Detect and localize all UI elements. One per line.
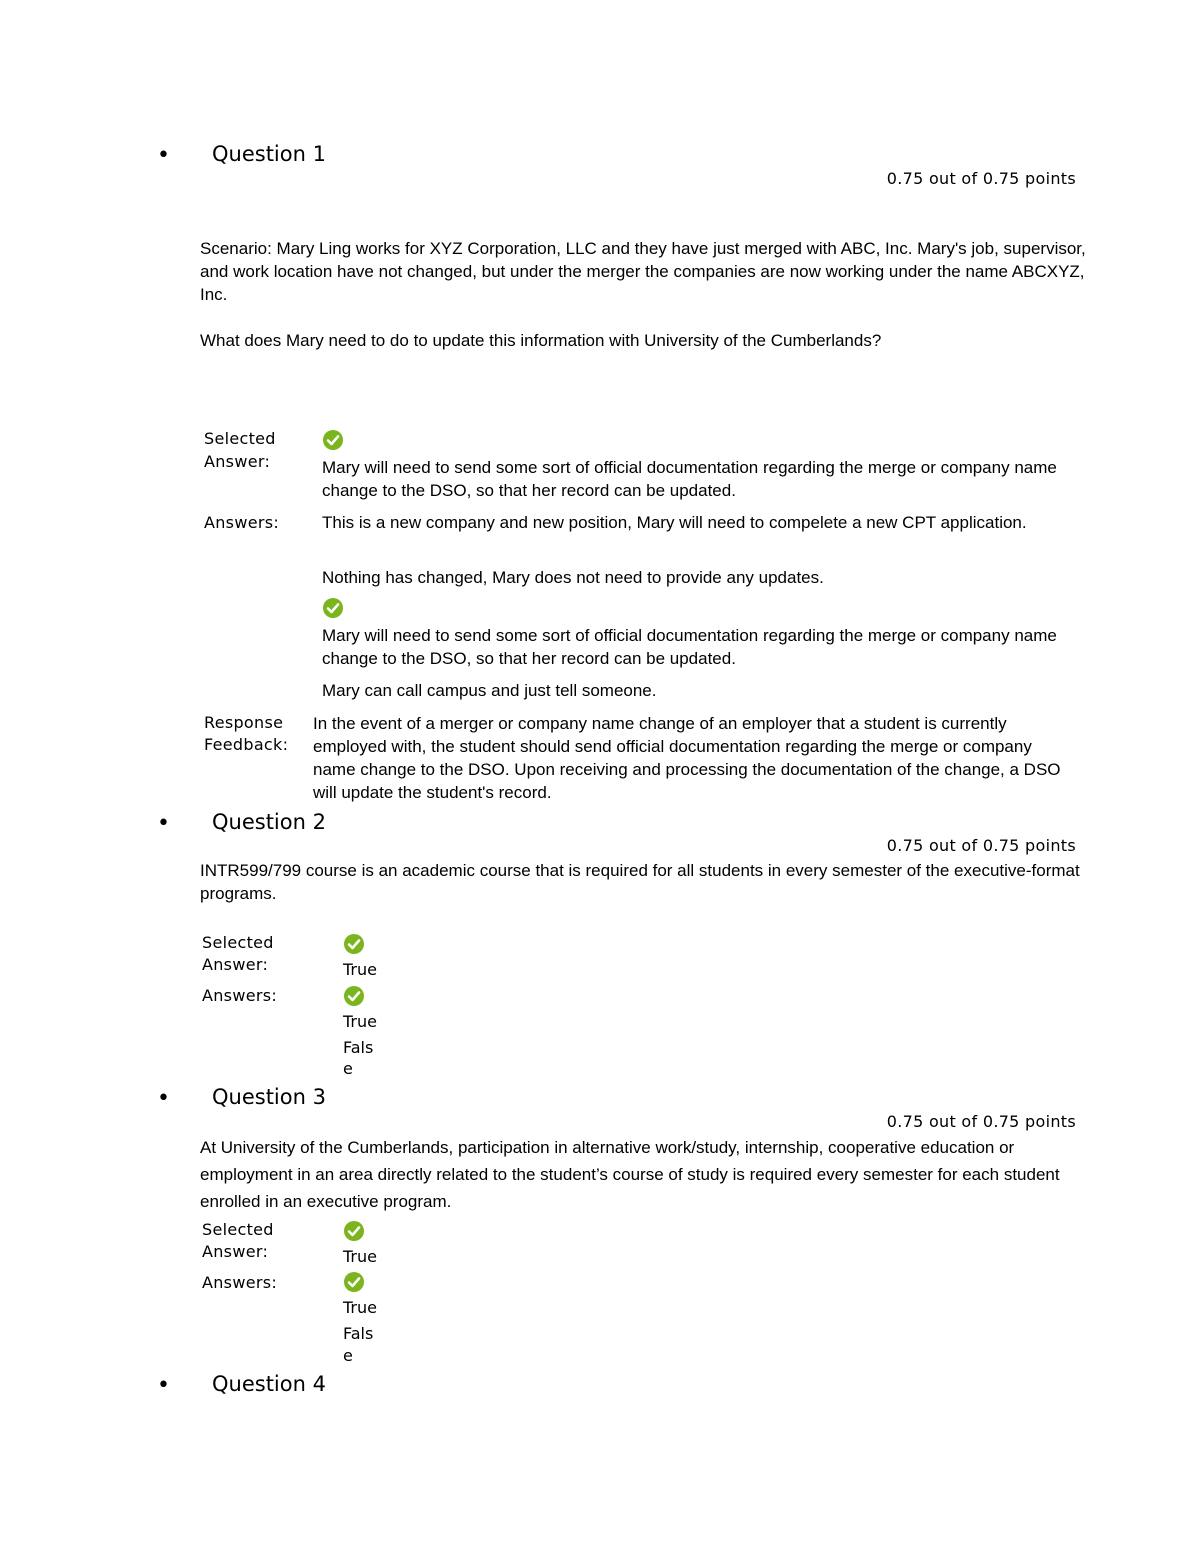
question-2-selected-answer: True — [343, 960, 377, 979]
answer-label: Answer: — [202, 955, 269, 974]
selected-label: Selected — [204, 429, 276, 448]
check-circle-icon — [344, 1272, 364, 1292]
answer-option-correct: Mary will need to send some sort of official documentation regarding the merge or company name change to the DSO, so that her record can be updated. — [322, 626, 1057, 668]
question-2-text: INTR599/799 course is an academic course that is required for all students in every semester of the executive-format programs. — [200, 861, 1080, 903]
answer-option-wrap: e — [343, 1059, 353, 1078]
question-1-scenario: Scenario: Mary Ling works for XYZ Corporation, LLC and they have just merged with ABC, Inc. Mary's job, supervisor, and work location have not changed, but under the merger the companies are now working under the name ABCXYZ, Inc. — [200, 239, 1086, 304]
question-1-prompt: What does Mary need to do to update this information with University of the Cumberlands? — [200, 331, 882, 350]
answer-option: Fals — [343, 1038, 374, 1057]
question-1-points: 0.75 out of 0.75 points — [886, 169, 1076, 188]
answer-option: This is a new company and new position, Mary will need to compelete a new CPT application. — [322, 513, 1027, 532]
answers-label: Answers: — [202, 1273, 278, 1292]
answer-option-correct: True — [343, 1298, 377, 1317]
check-circle-icon — [344, 986, 364, 1006]
selected-label: Selected — [202, 1220, 274, 1239]
bullet: • — [157, 1086, 170, 1111]
bullet: • — [157, 811, 170, 836]
response-label: Response — [204, 713, 284, 732]
check-circle-icon — [344, 934, 364, 954]
bullet: • — [157, 143, 170, 168]
check-circle-icon — [323, 598, 343, 618]
answers-label: Answers: — [202, 986, 278, 1005]
check-circle-icon — [323, 430, 343, 450]
check-circle-icon — [344, 1221, 364, 1241]
answer-option: Nothing has changed, Mary does not need to provide any updates. — [322, 568, 824, 587]
answer-option-correct: True — [343, 1012, 377, 1031]
question-3-title: Question 3 — [212, 1085, 326, 1109]
answer-label: Answer: — [204, 452, 271, 471]
answer-option-wrap: e — [343, 1346, 353, 1365]
question-1-selected-answer: Mary will need to send some sort of official documentation regarding the merge or company name change to the DSO, so that her record can be updated. — [322, 458, 1057, 500]
answer-label: Answer: — [202, 1242, 269, 1261]
question-3-text: At University of the Cumberlands, participation in alternative work/study, internship, cooperative education or employment in an area directly related to the student’s course of study is required every semester for each student enrolled in an executive program. — [200, 1138, 1060, 1211]
question-4-title: Question 4 — [212, 1372, 326, 1396]
question-2-points: 0.75 out of 0.75 points — [886, 836, 1076, 855]
bullet: • — [157, 1373, 170, 1398]
selected-label: Selected — [202, 933, 274, 952]
question-2-title: Question 2 — [212, 810, 326, 834]
question-3-points: 0.75 out of 0.75 points — [886, 1112, 1076, 1131]
response-feedback: In the event of a merger or company name change of an employer that a student is currently employed with, the student should send official documentation regarding the merge or company name change to the DSO. Upon receiving and processing the documentation of the change, a DSO will update the student's record. — [313, 714, 1061, 802]
question-3-selected-answer: True — [343, 1247, 377, 1266]
answer-option: Fals — [343, 1324, 374, 1343]
question-1-title: Question 1 — [212, 142, 326, 166]
answers-label: Answers: — [204, 513, 280, 532]
answer-option: Mary can call campus and just tell someone. — [322, 681, 657, 700]
feedback-label: Feedback: — [204, 735, 289, 754]
